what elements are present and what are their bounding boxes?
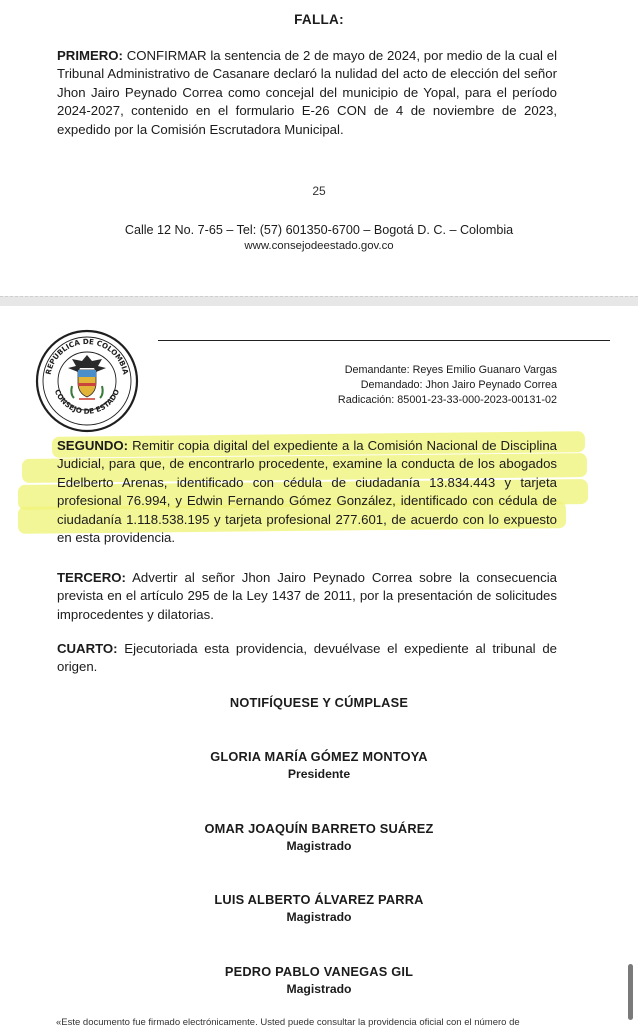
consejo-de-estado-seal — [34, 328, 140, 434]
signatory-name: OMAR JOAQUÍN BARRETO SUÁREZ — [204, 821, 434, 836]
tercero-text: Advertir al señor Jhon Jairo Peynado Correa sobre la consecuencia prevista en el artículo 295 de la Ley 1437 de 2011, por la presentación de solicitudes improcedentes y dilatorias. — [57, 570, 557, 622]
segundo-label: SEGUNDO: — [57, 438, 129, 453]
signatory-name: LUIS ALBERTO ÁLVAREZ PARRA — [214, 892, 424, 907]
signatory-role: Magistrado — [286, 982, 352, 996]
cuarto-text: Ejecutoriada esta providencia, devuélvase el expediente al tribunal de origen. — [57, 641, 557, 675]
primero-text: CONFIRMAR la sentencia de 2 de mayo de 2024, por medio de la cual el Tribunal Administrativo de Casanare declaró la nulidad del acto de elección del señor Jhon Jairo Peynado Correa como concejal del municipio de Yopal, para el período 2024-2027, contenido en el formulario E-26 CON de 4 de noviembre de 2023, expedido por la Comisión Escrutadora Municipal. — [57, 48, 557, 137]
document-page-26 — [0, 306, 638, 1024]
document-page-25 — [0, 0, 638, 296]
page-number: 25 — [312, 184, 326, 198]
primero-label: PRIMERO: — [57, 48, 123, 63]
segundo-text: Remitir copia digital del expediente a la Comisión Nacional de Disciplina Judicial, para que, de encontrarlo procedente, examine la conducta de los abogados Edelberto Arenas, identificado con cédula de ciudadanía 13.834.443 y tarjeta profesional 76.994, y Edwin Fernando Gómez González, identificado con cédula de ciudadanía 1.118.538.195 y tarjeta profesional 277.601, de acuerdo con lo expuesto en esta providencia. — [57, 438, 557, 546]
scrollbar-thumb[interactable] — [628, 964, 633, 1020]
signatory-role: Presidente — [287, 767, 351, 781]
signatory-role: Magistrado — [286, 910, 352, 924]
seal-inner-text: CONSEJO DE ESTADO — [52, 387, 122, 416]
tercero-label: TERCERO: — [57, 570, 126, 585]
falla-heading: FALLA: — [294, 12, 344, 27]
header-rule — [158, 340, 610, 341]
signatory-role: Magistrado — [286, 839, 352, 853]
case-demandado: Demandado: Jhon Jairo Peynado Correa — [360, 379, 557, 391]
cuarto-paragraph — [57, 640, 557, 677]
cuarto-label: CUARTO: — [57, 641, 118, 656]
signatory-name: GLORIA MARÍA GÓMEZ MONTOYA — [210, 749, 428, 764]
footer-address: Calle 12 No. 7-65 – Tel: (57) 601350-6700 – Bogotá D. C. – Colombia — [124, 223, 514, 237]
signatory-name: PEDRO PABLO VANEGAS GIL — [224, 964, 414, 979]
closing-formula: NOTIFÍQUESE Y CÚMPLASE — [229, 695, 409, 710]
case-demandante: Demandante: Reyes Emilio Guanaro Vargas — [344, 364, 557, 376]
electronic-signature-footnote: «Este documento fue firmado electrónicamente. Usted puede consultar la providencia oficial con el número de — [56, 1017, 520, 1028]
primero-paragraph — [57, 47, 557, 139]
footer-website: www.consejodeestado.gov.co — [244, 240, 394, 252]
segundo-paragraph — [57, 437, 557, 547]
case-radicacion: Radicación: 85001-23-33-000-2023-00131-02 — [337, 394, 557, 406]
seal-outer-text: REPÚBLICA DE COLOMBIA — [43, 336, 131, 376]
tercero-paragraph — [57, 569, 557, 624]
